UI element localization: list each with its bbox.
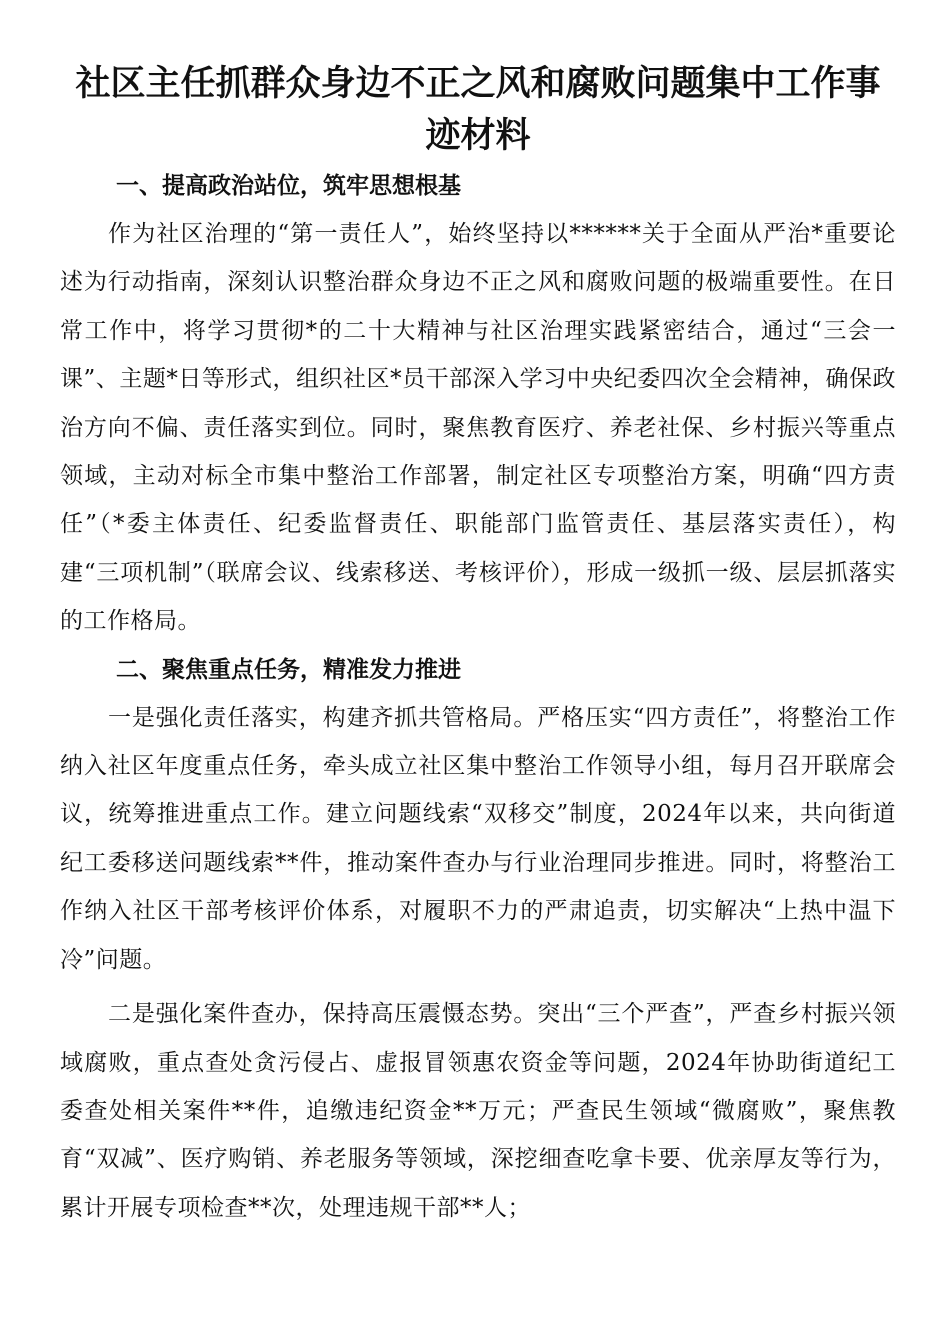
paragraph: 作为社区治理的“第一责任人”，始终坚持以******关于全面从严治*重要论述为行动指南，深刻认识整治群众身边不正之风和腐败问题的极端重要性。在日常工作中，将学习贯彻*的二十大精神与社区治理实践紧密结合，通过“三会一课”、主题*日等形式，组织社区*员干部深入学习中央纪委四次全会精神，确保政治方向不偏、责任落实到位。同时，聚焦教育医疗、养老社保、乡村振兴等重点领域，主动对标全市集中整治工作部署，制定社区专项整治方案，明确“四方责任”（*委主体责任、纪委监督责任、职能部门监管责任、基层落实责任），构建“三项机制”（联席会议、线索移送、考核评价），形成一级抓一级、层层抓落实的工作格局。 — [60, 221, 896, 635]
section-heading: 二、聚焦重点任务，精准发力推进 — [116, 656, 461, 683]
section-1 — [60, 162, 896, 646]
paragraph: 二是强化案件查办，保持高压震慑态势。突出“三个严查”，严查乡村振兴领域腐败，重点查处贪污侵占、虚报冒领惠农资金等问题，2024年协助街道纪工委查处相关案件**件，追缴违纪资金**万元；严查民生领域“微腐败”，聚焦教育“双减”、医疗购销、养老服务等领域，深挖细查吃拿卡要、优亲厚友等行为，累计开展专项检查**次，处理违规干部**人； — [60, 1001, 896, 1221]
section-heading: 一、提高政治站位，筑牢思想根基 — [116, 173, 461, 199]
paragraph: 一是强化责任落实，构建齐抓共管格局。严格压实“四方责任”，将整治工作纳入社区年度重点任务，牵头成立社区集中整治工作领导小组，每月召开联席会议，统筹推进重点工作。建立问题线索“双移交”制度，2024年以来，共向街道纪工委移送问题线索**件，推动案件查办与行业治理同步推进。同时，将整治工作纳入社区干部考核评价体系，对履职不力的严肃追责，切实解决“上热中温下冷”问题。 — [60, 704, 896, 973]
document-page — [60, 58, 896, 1232]
section-2 — [60, 646, 896, 1232]
document-title: 社区主任抓群众身边不正之风和腐败问题集中工作事迹材料 — [75, 63, 881, 156]
